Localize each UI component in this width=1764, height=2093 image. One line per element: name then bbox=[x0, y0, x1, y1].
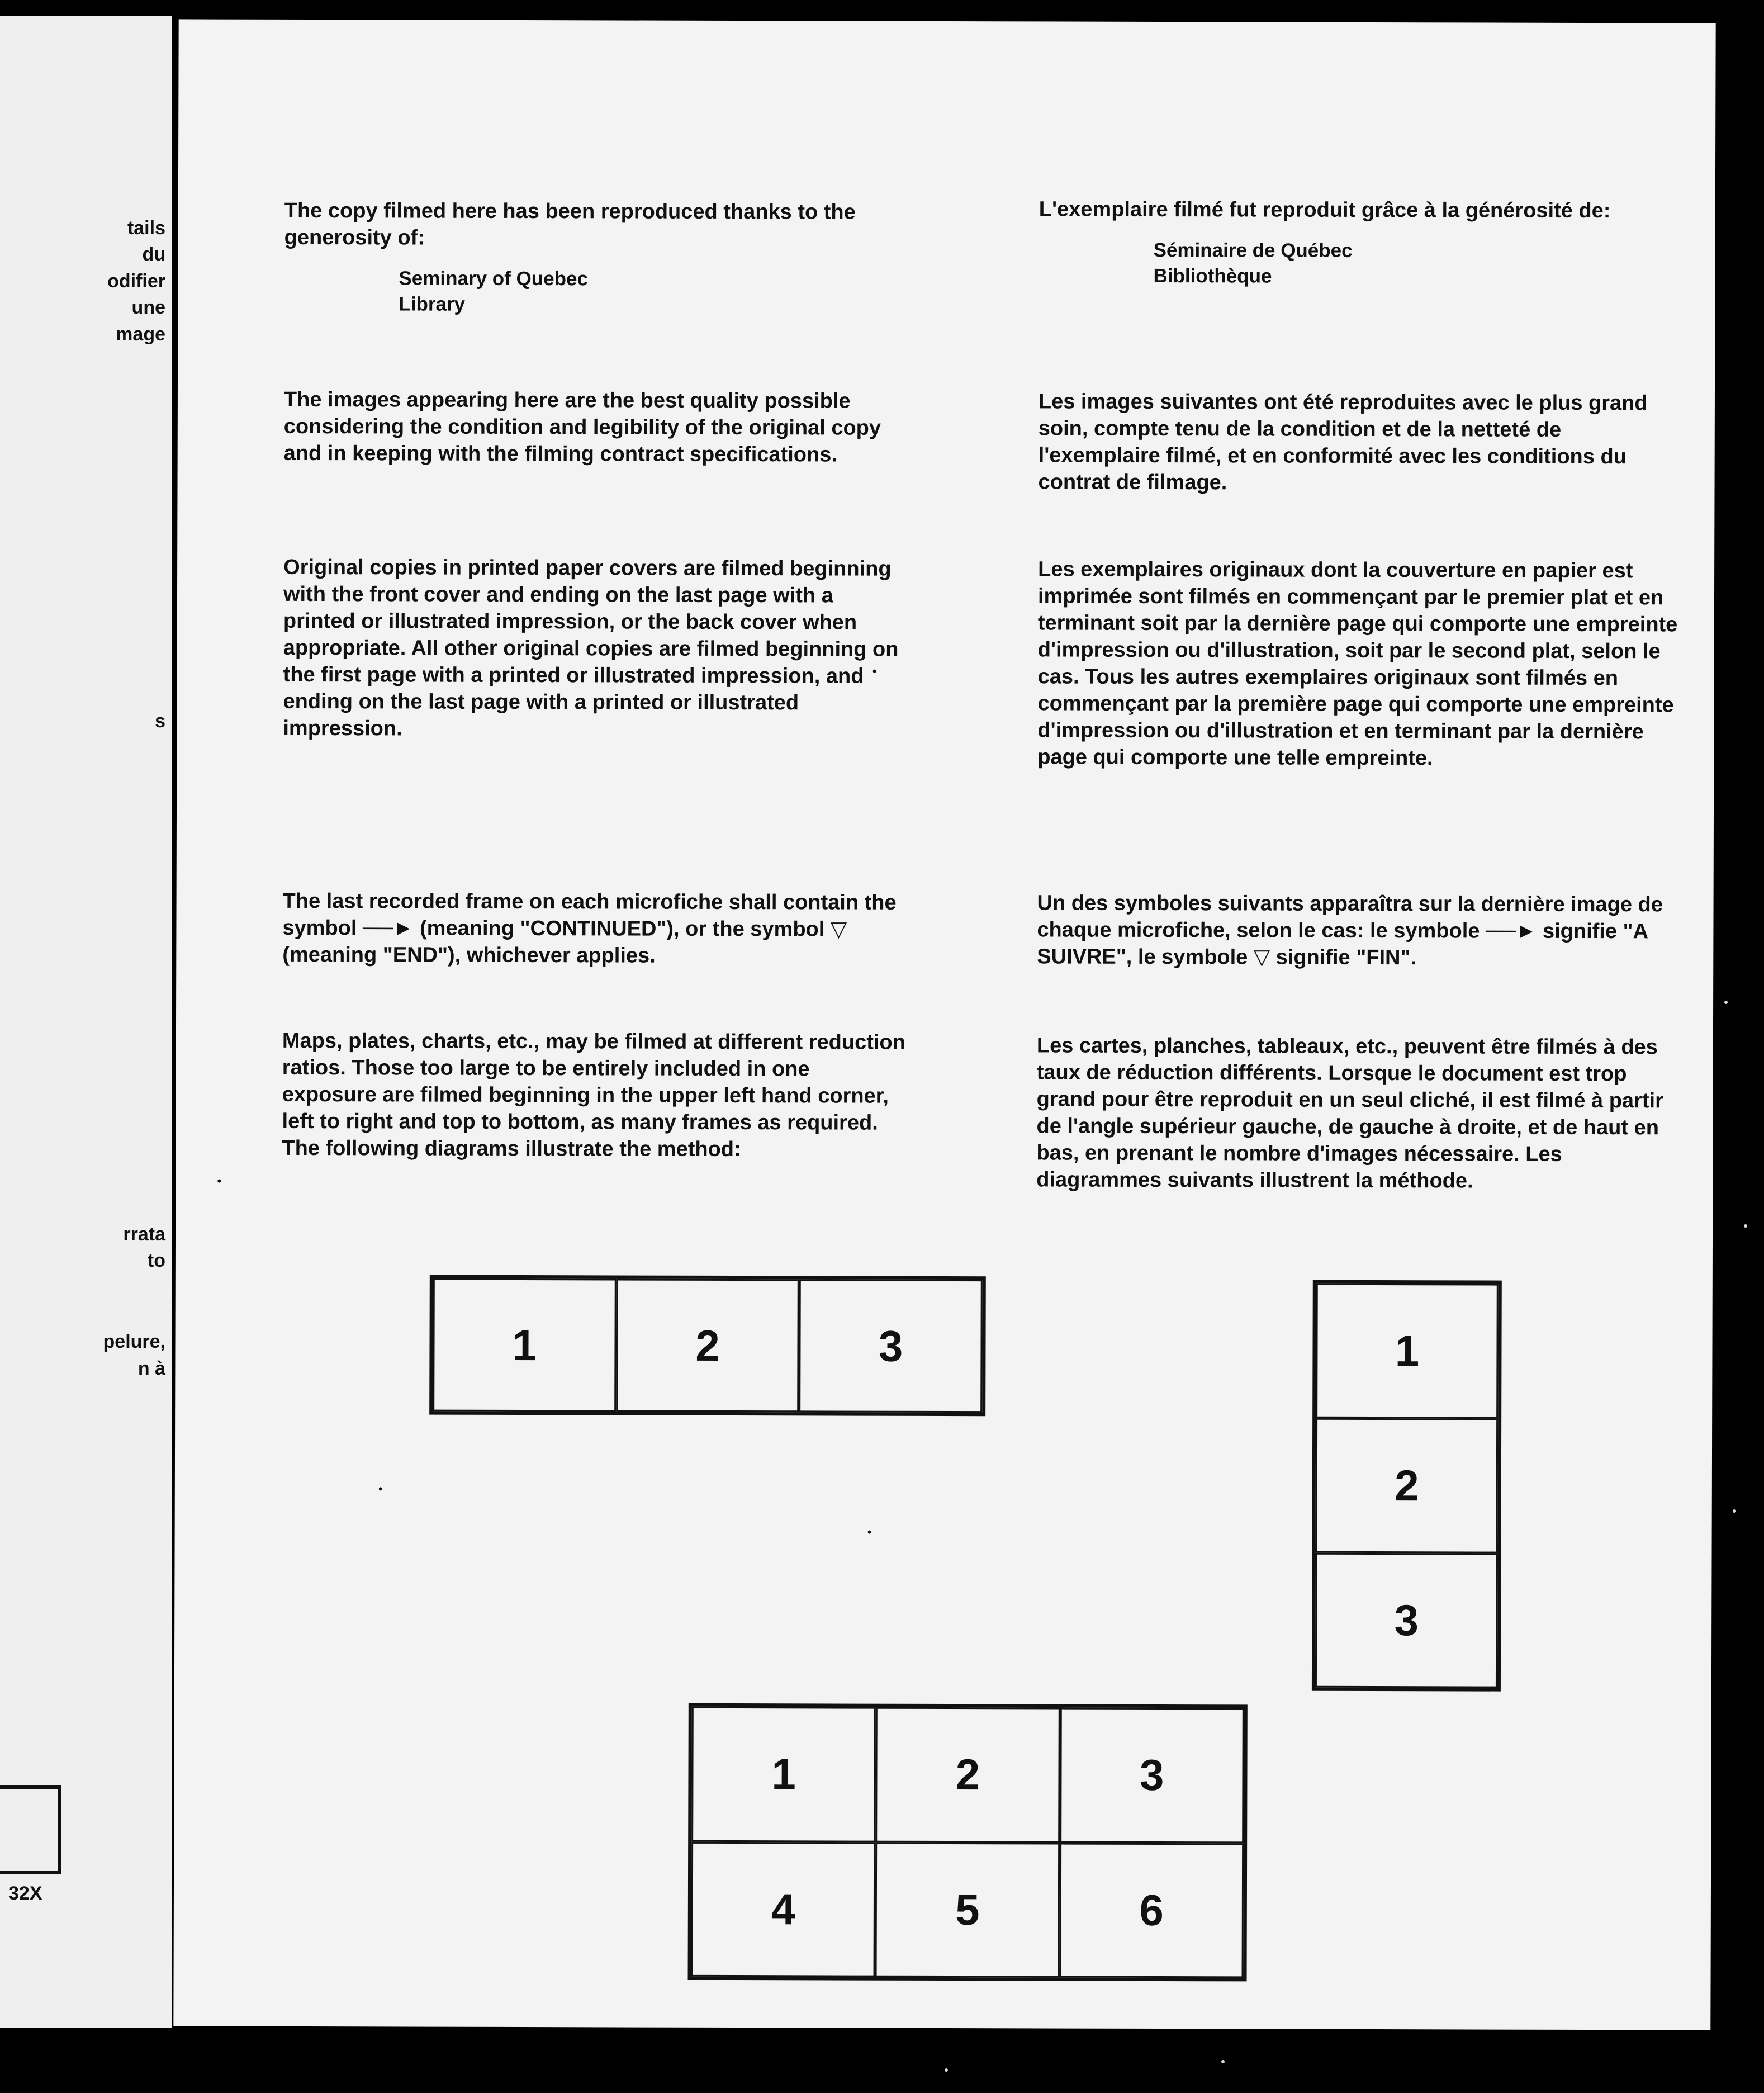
vertical-frame-diagram bbox=[1312, 1280, 1502, 1692]
fr-thanks-block bbox=[1039, 196, 1681, 290]
frame-cell: 3 bbox=[1060, 1708, 1244, 1843]
frame-cell: 5 bbox=[875, 1842, 1060, 1977]
dust-speck bbox=[1221, 2060, 1225, 2063]
prev-page-fragment: s bbox=[155, 711, 165, 732]
fr-maps-paragraph: Les cartes, planches, tableaux, etc., peuvent être filmés à des taux de réduction différents. Lorsque le document est trop grand pour être reproduit en un seul cliché, il est filmé à partir de l'angle supérieur gauche, de gauche à droite, et de haut en bas, en prenant le nombre d'images nécessaire. Les diagrammes suivants illustrent la méthode. bbox=[1036, 1034, 1663, 1193]
frame-cell: 3 bbox=[1315, 1553, 1498, 1688]
fr-thanks-intro: L'exemplaire filmé fut reproduit grâce à la générosité de: bbox=[1039, 197, 1611, 223]
fr-institution-line2: Bibliothèque bbox=[1153, 264, 1272, 287]
frame-cell: 6 bbox=[1059, 1843, 1244, 1978]
frame-cell: 3 bbox=[799, 1279, 983, 1413]
dust-speck bbox=[1733, 1509, 1736, 1513]
dust-speck bbox=[1744, 1224, 1747, 1228]
horizontal-frame-diagram bbox=[429, 1275, 986, 1417]
prev-page-fragment: tails bbox=[127, 217, 165, 239]
dust-speck bbox=[379, 1487, 382, 1490]
prev-page-fragment: to bbox=[147, 1250, 165, 1271]
dust-speck bbox=[873, 670, 876, 673]
en-thanks-block bbox=[284, 197, 911, 319]
fr-symbols-paragraph: Un des symboles suivants apparaîtra sur la dernière image de chaque microfiche, selon le cas: le symbole ──► signifie "A SUIVRE", le symbole ▽ signifie "FIN". bbox=[1037, 891, 1663, 970]
dust-speck bbox=[945, 2068, 948, 2072]
reduction-target-box bbox=[0, 1785, 61, 1874]
en-institution-line2: Library bbox=[399, 293, 466, 315]
prev-page-fragment: du bbox=[142, 244, 165, 265]
prev-page-fragment: pelure, bbox=[103, 1331, 165, 1352]
en-thanks-intro: The copy filmed here has been reproduced thanks to the generosity of: bbox=[284, 198, 856, 250]
dust-speck bbox=[868, 1531, 871, 1534]
prev-page-fragment: mage bbox=[116, 324, 165, 345]
prev-page-fragment: une bbox=[131, 297, 165, 318]
en-symbols-paragraph: The last recorded frame on each microfiche shall contain the symbol ──► (meaning "CONTINUED"), or the symbol ▽ (meaning "END"), whichever applies. bbox=[282, 889, 897, 968]
grid-frame-diagram bbox=[688, 1703, 1248, 1982]
frame-cell: 1 bbox=[1316, 1284, 1499, 1419]
prev-page-fragment: odifier bbox=[107, 271, 165, 292]
en-covers-paragraph: Original copies in printed paper covers are filmed beginning with the front cover and ending on the last page with a printed or illustrated impression, or the back cover when appropriate. All other original copies are filmed beginning on the first page with a printed or illustrated impression, and ending on the last page with a printed or illustrated impression. bbox=[283, 555, 899, 741]
prev-page-fragment: rrata bbox=[123, 1224, 165, 1245]
previous-page-edge bbox=[0, 16, 172, 2028]
prev-page-fragment: n à bbox=[137, 1358, 165, 1379]
frame-cell: 2 bbox=[616, 1278, 799, 1412]
fr-covers-paragraph: Les exemplaires originaux dont la couverture en papier est imprimée sont filmés en commençant par le premier plat et en terminant soit par la dernière page qui comporte une empreinte d'impression ou d'illustration, soit par le second plat, selon le cas. Tous les autres exemplaires originaux sont filmés en commençant par la première page qui comporte une empreinte d'impression ou d'illustration et en terminant par la dernière page qui comporte une telle empreinte. bbox=[1037, 557, 1678, 770]
fr-institution-line1: Séminaire de Québec bbox=[1153, 239, 1353, 262]
dust-speck bbox=[217, 1180, 221, 1183]
frame-cell: 1 bbox=[691, 1707, 876, 1842]
en-institution-line1: Seminary of Quebec bbox=[399, 267, 588, 290]
frame-cell: 4 bbox=[691, 1841, 876, 1977]
frame-cell: 2 bbox=[875, 1707, 1060, 1843]
en-maps-paragraph: Maps, plates, charts, etc., may be filmed at different reduction ratios. Those too large to be entirely included in one exposure are filmed beginning in the upper left hand corner, left to right and top to bottom, as many frames as required. The following diagrams illustrate the method: bbox=[282, 1029, 905, 1162]
microfiche-target-page bbox=[173, 19, 1715, 2030]
frame-cell: 2 bbox=[1316, 1418, 1499, 1554]
reduction-ratio-label: 32X bbox=[8, 1883, 42, 1904]
dust-speck bbox=[1724, 1001, 1728, 1004]
frame-cell: 1 bbox=[433, 1278, 616, 1412]
en-quality-paragraph: The images appearing here are the best quality possible considering the condition and legibility of the original copy and in keeping with the filming contract specifications. bbox=[283, 387, 881, 467]
fr-quality-paragraph: Les images suivantes ont été reproduites avec le plus grand soin, compte tenu de la condition et de la netteté de l'exemplaire filmé, et en conformité avec les conditions du contrat de filmage. bbox=[1038, 390, 1648, 495]
